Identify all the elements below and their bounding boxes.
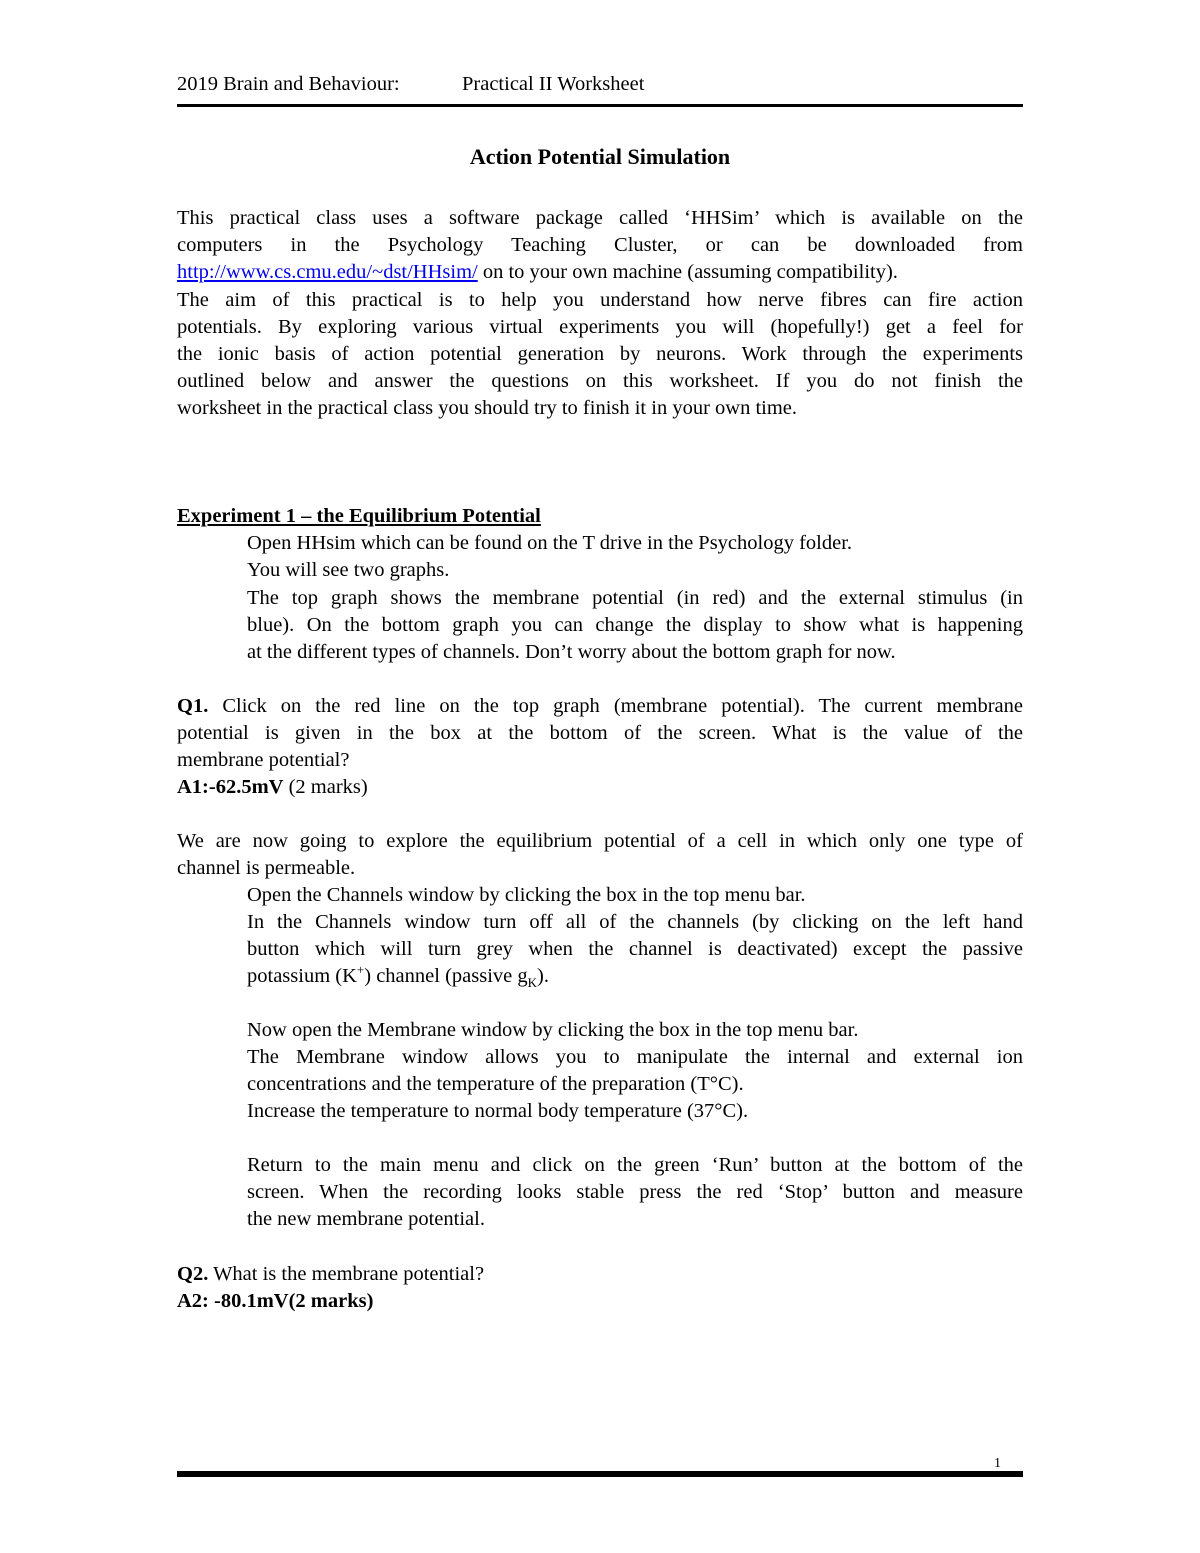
gk-subscript: K [527, 975, 538, 991]
potassium-text: potassium (K [247, 965, 357, 987]
q1-line-1 [177, 693, 1023, 720]
k-plus-superscript: + [356, 962, 365, 978]
a1-line [177, 774, 1023, 801]
exp1-step-graph-desc-3: at the different types of channels. Don’t worry about the bottom graph for now. [247, 641, 896, 663]
intro-line-3 [177, 259, 1023, 286]
step-open-membrane: Now open the Membrane window by clicking the box in the top menu bar. [247, 1019, 859, 1041]
intro-line-1: This practical class uses a software package called ‘HHSim’ which is available on the [177, 207, 1023, 229]
para2-line-2: channel is permeable. [177, 857, 356, 879]
q2-text: What is the membrane potential? [208, 1263, 485, 1285]
q1-line-2: potential is given in the box at the bottom of the screen. What is the value of the [177, 722, 1023, 744]
q2-label: Q2. [177, 1263, 209, 1285]
intro-line-7: outlined below and answer the questions on this worksheet. If you do not finish the [177, 370, 1023, 392]
exp1-step-graphs: You will see two graphs. [247, 559, 450, 581]
para2-line-1: We are now going to explore the equilibrium potential of a cell in which only one type of [177, 830, 1023, 852]
exp1-step-open: Open HHsim which can be found on the T drive in the Psychology folder. [247, 532, 853, 554]
step-channels-off-2: button which will turn grey when the channel is deactivated) except the passive [247, 938, 1023, 960]
a1-answer: A1:-62.5mV [177, 776, 284, 798]
closing-text: ). [537, 965, 549, 987]
step-membrane-desc-1: The Membrane window allows you to manipulate the internal and external ion [247, 1046, 1023, 1068]
page-title: Action Potential Simulation [469, 144, 731, 169]
step-run-1: Return to the main menu and click on the green ‘Run’ button at the bottom of the [247, 1154, 1023, 1176]
q2-line [177, 1261, 1023, 1288]
intro-line-3-rest: on to your own machine (assuming compatibility). [477, 261, 898, 283]
passive-g-text: ) channel (passive g [364, 965, 528, 987]
step-membrane-desc-2: concentrations and the temperature of the preparation (T°C). [247, 1073, 744, 1095]
q1-label: Q1. [177, 695, 209, 717]
step-run-3: the new membrane potential. [247, 1208, 485, 1230]
step-run-2: screen. When the recording looks stable press the red ‘Stop’ button and measure [247, 1181, 1023, 1203]
intro-line-4: The aim of this practical is to help you understand how nerve fibres can fire action [177, 289, 1023, 311]
header-sheet-title: Practical II Worksheet [462, 73, 645, 95]
intro-line-2: computers in the Psychology Teaching Cluster, or can be downloaded from [177, 234, 1023, 256]
step-channels-off-1: In the Channels window turn off all of the channels (by clicking on the left hand [247, 911, 1023, 933]
exp1-step-graph-desc-1: The top graph shows the membrane potential (in red) and the external stimulus (in [247, 587, 1023, 609]
intro-line-5: potentials. By exploring various virtual experiments you will (hopefully!) get a feel for [177, 316, 1023, 338]
header-rule [177, 104, 1023, 107]
step-channels-off-3 [247, 963, 1023, 990]
hhsim-download-link[interactable]: http://www.cs.cmu.edu/~dst/HHsim/ [177, 261, 478, 283]
exp1-step-graph-desc-2: blue). On the bottom graph you can change the display to show what is happening [247, 614, 1023, 636]
page-number: 1 [994, 1456, 1001, 1471]
experiment-1-heading: Experiment 1 – the Equilibrium Potential [177, 505, 541, 527]
header-course: 2019 Brain and Behaviour: [177, 73, 400, 95]
a1-marks: (2 marks) [283, 776, 368, 798]
page-header [177, 73, 1023, 101]
step-open-channels: Open the Channels window by clicking the box in the top menu bar. [247, 884, 806, 906]
intro-line-8: worksheet in the practical class you should try to finish it in your own time. [177, 397, 798, 419]
footer-rule [177, 1471, 1023, 1477]
step-temperature: Increase the temperature to normal body temperature (37°C). [247, 1100, 749, 1122]
intro-line-6: the ionic basis of action potential generation by neurons. Work through the experiments [177, 343, 1023, 365]
q1-text-1: Click on the red line on the top graph (membrane potential). The current membrane [208, 695, 1023, 717]
a2-answer: A2: -80.1mV(2 marks) [177, 1290, 374, 1312]
q1-line-3: membrane potential? [177, 749, 350, 771]
